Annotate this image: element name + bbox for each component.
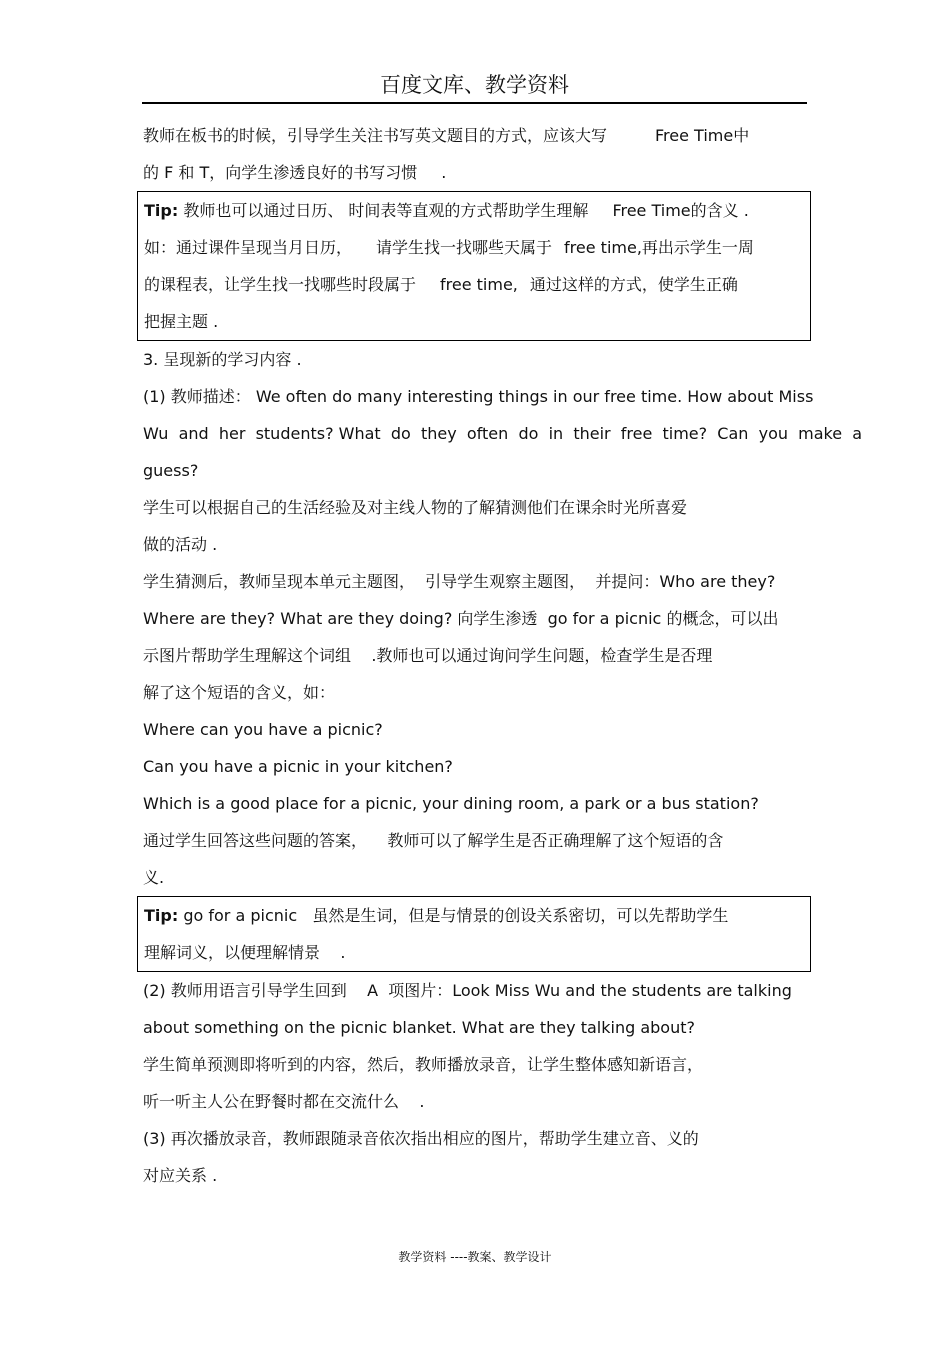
paragraph-line: about something on the picnic blanket. What are they talking about? [143, 1018, 695, 1037]
paragraph-line: (3) 再次播放录音，教师跟随录音依次指出相应的图片，帮助学生建立音、义的 [143, 1129, 699, 1148]
text-segment: 如：通过课件呈现当月日历， [144, 238, 353, 257]
paragraph-line: 做的活动 . [143, 535, 218, 554]
paragraph-line: Wu and her students? What do they often do in their free time? Can you make a [143, 424, 863, 443]
paragraph-line: Which is a good place for a picnic, your dining room, a park or a bus station? [143, 794, 759, 813]
text-segment: 通过这样的方式，使学生正确 [529, 275, 738, 294]
paragraph-line: 通过学生回答这些问题的答案， 教师可以了解学生是否正确理解了这个短语的含 [143, 831, 724, 850]
tip-box [137, 191, 811, 341]
tip-label: Tip: [144, 906, 179, 925]
tip-line [144, 266, 802, 303]
paragraph-line: 听一听主人公在野餐时都在交流什么 . [143, 1092, 425, 1111]
text-segment: go for a picnic 虽然是生词，但是与情景的创设关系密切，可以先帮助学生 [183, 906, 729, 925]
page-header-title: 百度文库、教学资料 [142, 70, 807, 104]
tip-line [144, 897, 802, 934]
paragraph-line: 义. [143, 868, 165, 887]
document-body [143, 117, 863, 1194]
paragraph-line: Where are they? What are they doing? 向学生渗透 go for a picnic 的概念，可以出 [143, 609, 779, 628]
tip-line [144, 192, 802, 229]
text-segment: free time,再出示学生一周 [564, 238, 754, 257]
text-segment: Free Time中 [655, 126, 750, 145]
paragraph-line: (2) 教师用语言引导学生回到 A 项图片：Look Miss Wu and the students are talking [143, 981, 792, 1000]
tip-line: 理解词义，以便理解情景 . [144, 943, 346, 962]
tip-line [144, 229, 802, 266]
tip-label: Tip: [144, 201, 179, 220]
text-segment: 教师在板书的时候，引导学生关注书写英文题目的方式，应该大写 [143, 126, 608, 145]
text-segment: free time, [440, 275, 518, 294]
paragraph-line: Where can you have a picnic? [143, 720, 383, 739]
text-segment: 请学生找一找哪些天属于 [376, 238, 553, 257]
paragraph-line: 示图片帮助学生理解这个词组 .教师也可以通过询问学生问题，检查学生是否理 [143, 646, 713, 665]
tip-box [137, 896, 811, 972]
section-heading: 3. 呈现新的学习内容 . [143, 350, 302, 369]
tip-line [144, 303, 802, 340]
text-segment: 的课程表，让学生找一找哪些时段属于 [144, 275, 417, 294]
text-segment: . [441, 163, 447, 182]
paragraph-line: 解了这个短语的含义，如： [143, 683, 336, 702]
paragraph-line: Can you have a picnic in your kitchen? [143, 757, 453, 776]
paragraph-line: 学生猜测后，教师呈现本单元主题图， 引导学生观察主题图， 并提问：Who are they? [143, 572, 776, 591]
text-segment: 把握主题 . [144, 312, 219, 331]
paragraph-line [143, 154, 823, 191]
paragraph-line: guess? [143, 461, 199, 480]
paragraph-line: 对应关系 . [143, 1166, 218, 1185]
text-segment: Free Time的含义 . [612, 201, 749, 220]
page-footer: 教学资料 ----教案、教学设计 [398, 1250, 552, 1264]
paragraph-line [143, 117, 823, 154]
text-segment: 的 F 和 T，向学生渗透良好的书写习惯 [143, 163, 418, 182]
text-segment: 教师也可以通过日历、 时间表等直观的方式帮助学生理解 [183, 201, 589, 220]
paragraph-line: (1) 教师描述： We often do many interesting things in our free time. How about Miss [143, 387, 814, 406]
paragraph-line: 学生简单预测即将听到的内容，然后，教师播放录音，让学生整体感知新语言， [143, 1055, 704, 1074]
paragraph-line: 学生可以根据自己的生活经验及对主线人物的了解猜测他们在课余时光所喜爱 [143, 498, 688, 517]
